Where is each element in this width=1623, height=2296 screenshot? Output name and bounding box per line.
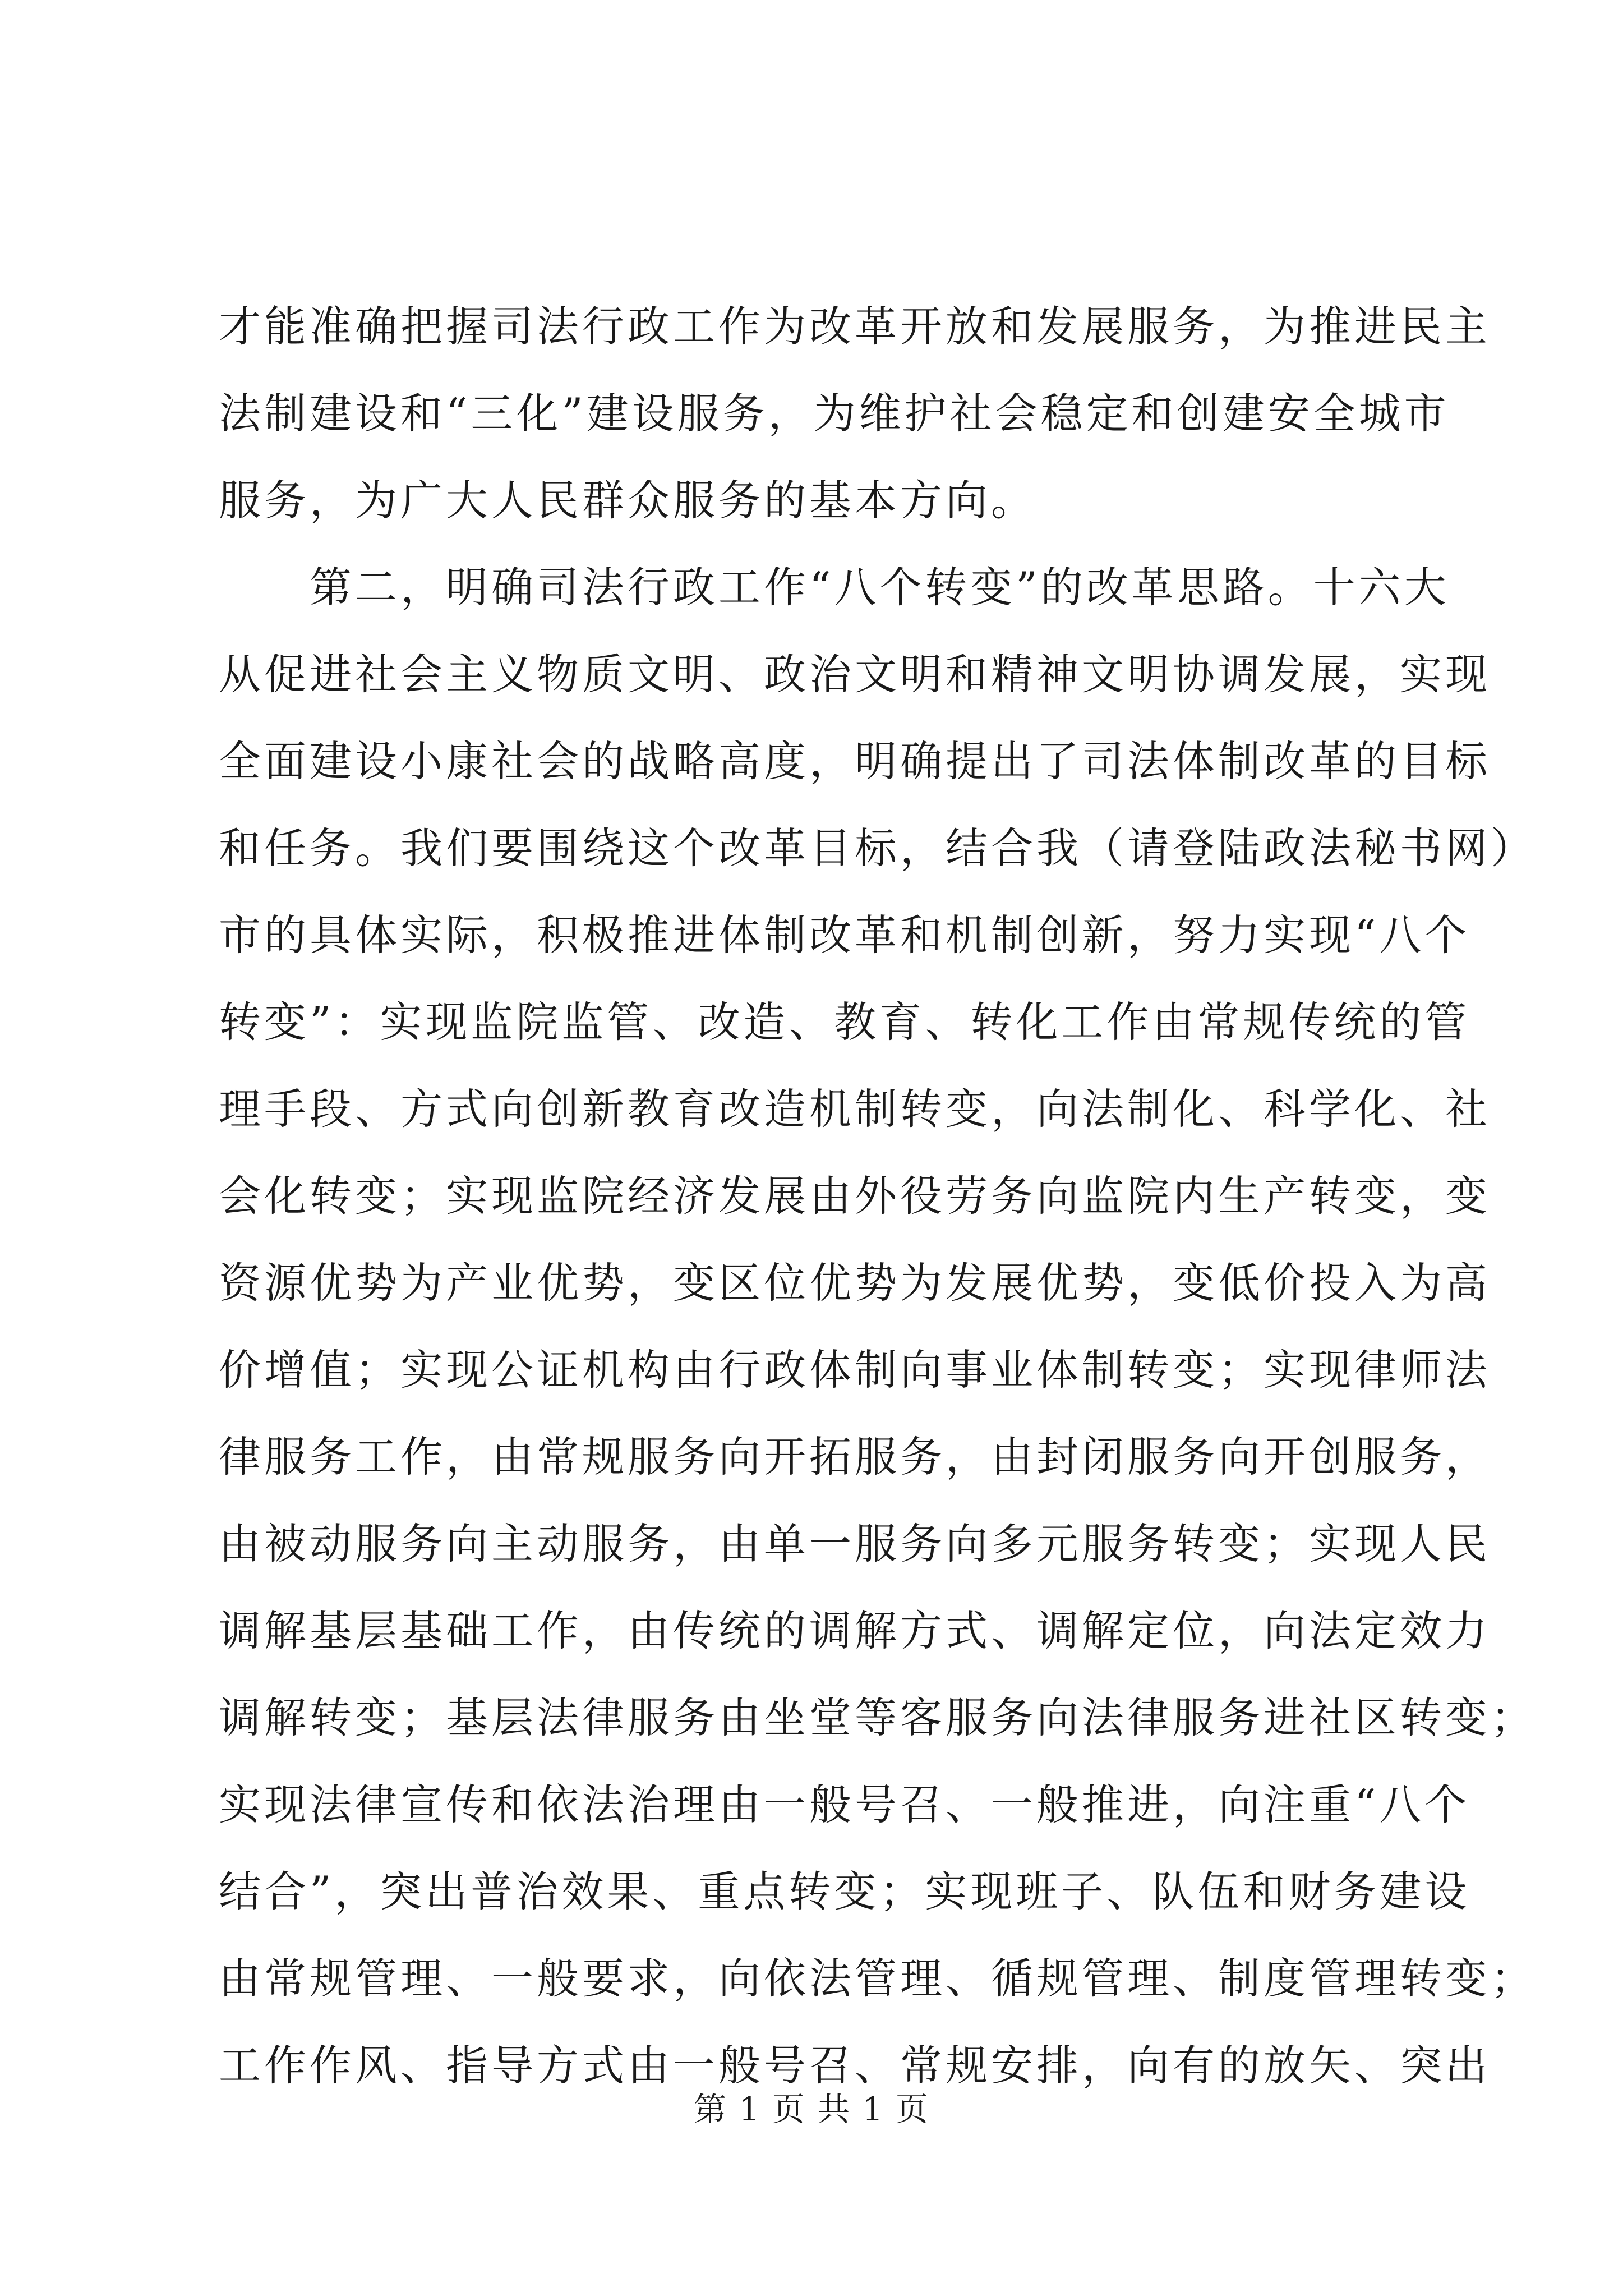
text-line: 调解基层基础工作，由传统的调解方式、调解定位，向法定效力	[219, 1606, 1491, 1655]
page-number-label: 第 1 页 共 1 页	[694, 2090, 929, 2128]
text-line: 实现法律宣传和依法治理由一般号召、一般推进，向注重“八个	[219, 1780, 1470, 1829]
text-line: 从促进社会主义物质文明、政治文明和精神文明协调发展，实现	[219, 650, 1491, 699]
text-line: 市的具体实际，积极推进体制改革和机制创新，努力实现“八个	[219, 910, 1470, 960]
text-line: 律服务工作，由常规服务向开拓服务，由封闭服务向开创服务，	[219, 1432, 1491, 1481]
text-line: 工作作风、指导方式由一般号召、常规安排，向有的放矢、突出	[219, 2041, 1491, 2090]
paragraph-first-line: 第二，明确司法行政工作“八个转变”的改革思路。十六大	[310, 563, 1450, 612]
text-line: 由被动服务向主动服务，由单一服务向多元服务转变；实现人民	[219, 1519, 1491, 1568]
text-line: 由常规管理、一般要求，向依法管理、循规管理、制度管理转变；	[219, 1954, 1537, 2003]
text-line: 服务，为广大人民群众服务的基本方向。	[219, 476, 1037, 525]
text-line: 价增值；实现公证机构由行政体制向事业体制转变；实现律师法	[219, 1345, 1491, 1395]
text-line: 资源优势为产业优势，变区位优势为发展优势，变低价投入为高	[219, 1258, 1491, 1308]
text-line: 会化转变；实现监院经济发展由外役劳务向监院内生产转变，变	[219, 1171, 1491, 1221]
text-line: 全面建设小康社会的战略高度，明确提出了司法体制改革的目标	[219, 737, 1491, 786]
text-line: 理手段、方式向创新教育改造机制转变，向法制化、科学化、社	[219, 1084, 1491, 1134]
text-line: 调解转变；基层法律服务由坐堂等客服务向法律服务进社区转变；	[219, 1693, 1537, 1742]
text-line: 才能准确把握司法行政工作为改革开放和发展服务，为推进民主	[219, 302, 1491, 351]
document-body	[219, 283, 1537, 2109]
text-line: 转变”：实现监院监管、改造、教育、转化工作由常规传统的管	[219, 997, 1470, 1047]
text-line: 和任务。我们要围绕这个改革目标，结合我（请登陆政法秘书网）	[219, 823, 1537, 873]
text-line: 结合”，突出普治效果、重点转变；实现班子、队伍和财务建设	[219, 1867, 1470, 1916]
page-footer	[0, 2090, 1623, 2129]
text-line: 法制建设和“三化”建设服务，为维护社会稳定和创建安全城市	[219, 389, 1450, 438]
